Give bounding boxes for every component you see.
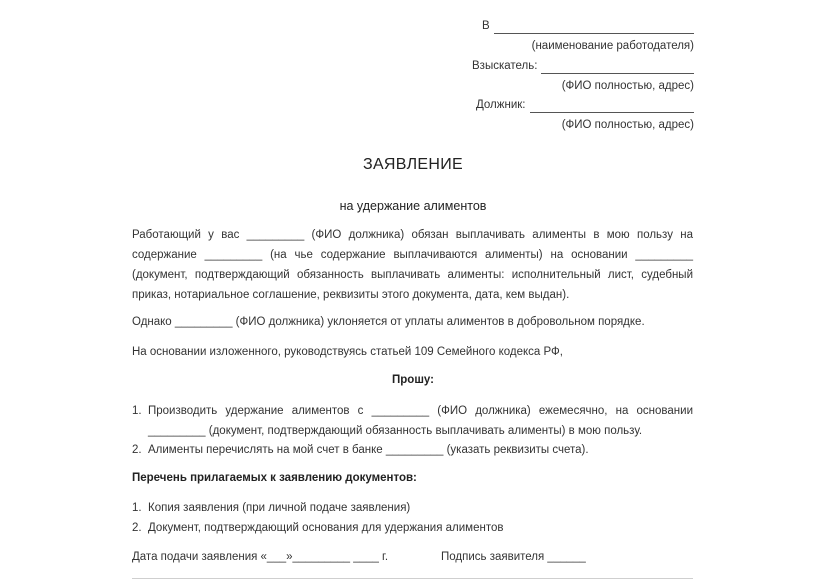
attachment-item-text: Документ, подтверждающий основания для удержания алиментов bbox=[148, 522, 504, 534]
attachment-item-text: Копия заявления (при личной подаче заявления) bbox=[148, 502, 411, 514]
attachment-item-1 bbox=[132, 498, 693, 518]
claimant-label: Взыскатель: bbox=[472, 60, 538, 72]
paragraph-legal-basis: На основании изложенного, руководствуясь статьей 109 Семейного кодекса РФ, bbox=[132, 346, 563, 358]
request-item-text: Алименты перечислять на мой счет в банке _________ (указать реквизиты счета). bbox=[148, 444, 589, 456]
request-heading: Прошу: bbox=[392, 374, 434, 386]
request-item-number: 1. bbox=[132, 405, 142, 417]
attachment-item-2 bbox=[132, 518, 693, 538]
addressee-line bbox=[494, 33, 694, 34]
attachments-heading: Перечень прилагаемых к заявлению документов: bbox=[132, 472, 417, 484]
request-item-number: 2. bbox=[132, 444, 142, 456]
debtor-label: Должник: bbox=[476, 99, 526, 111]
document-subtitle: на удержание алиментов bbox=[339, 199, 487, 213]
request-item-2 bbox=[132, 440, 693, 460]
debtor-line bbox=[530, 112, 694, 113]
document-title: ЗАЯВЛЕНИЕ bbox=[363, 156, 463, 173]
claimant-line bbox=[541, 73, 694, 74]
debtor-caption: (ФИО полностью, адрес) bbox=[561, 119, 694, 131]
paragraph-main: Работающий у вас _________ (ФИО должника) обязан выплачивать алименты в мою пользу на содержание _________ (на чье содержание выплачиваются алименты) на основании _________ (документ, подтверждающий обязанность выплачивать алименты: исполнительный лист, судебный приказ, нотариальное соглашение, реквизиты этого документа, дата, кем выдан). bbox=[132, 229, 693, 301]
paragraph-evasion: Однако _________ (ФИО должника) уклоняется от уплаты алиментов в добровольном порядке. bbox=[132, 316, 645, 328]
addressee-caption: (наименование работодателя) bbox=[531, 40, 694, 52]
request-item-text: Производить удержание алиментов с _________ (ФИО должника) ежемесячно, на основании _________ (документ, подтверждающий обязанность выплачивать алименты) в мою пользу. bbox=[148, 405, 693, 437]
attachment-item-number: 2. bbox=[132, 522, 142, 534]
submission-date: Дата подачи заявления «___»_________ ____ г. bbox=[132, 551, 389, 563]
applicant-signature: Подпись заявителя ______ bbox=[441, 551, 586, 563]
request-item-1 bbox=[132, 401, 693, 441]
bottom-divider bbox=[132, 578, 693, 579]
attachment-item-number: 1. bbox=[132, 502, 142, 514]
addressee-prefix: В bbox=[482, 20, 490, 32]
claimant-caption: (ФИО полностью, адрес) bbox=[561, 80, 694, 92]
